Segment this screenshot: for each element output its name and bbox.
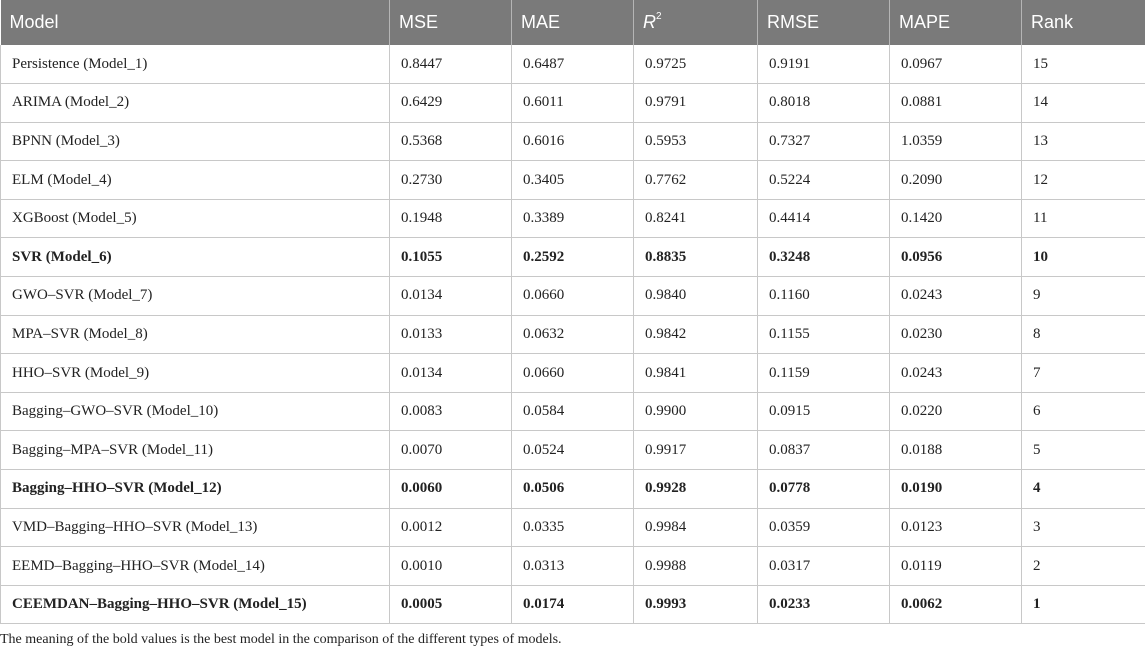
cell-model: VMD–Bagging–HHO–SVR (Model_13) xyxy=(1,508,390,547)
cell-r2: 0.9842 xyxy=(634,315,758,354)
header-mae: MAE xyxy=(512,0,634,45)
cell-r2: 0.9900 xyxy=(634,392,758,431)
cell-mape: 0.0230 xyxy=(890,315,1022,354)
table-row xyxy=(1,45,1145,84)
cell-mape: 0.2090 xyxy=(890,161,1022,200)
table-row xyxy=(1,238,1145,277)
cell-mse: 0.0070 xyxy=(390,431,512,470)
cell-rmse: 0.0359 xyxy=(758,508,890,547)
cell-rank: 15 xyxy=(1022,45,1145,84)
cell-mse: 0.0134 xyxy=(390,354,512,393)
table-row xyxy=(1,508,1145,547)
cell-mae: 0.0660 xyxy=(512,277,634,316)
cell-model: BPNN (Model_3) xyxy=(1,122,390,161)
cell-r2: 0.9841 xyxy=(634,354,758,393)
header-rmse: RMSE xyxy=(758,0,890,45)
cell-rank: 8 xyxy=(1022,315,1145,354)
cell-mse: 0.0012 xyxy=(390,508,512,547)
cell-mape: 0.0881 xyxy=(890,84,1022,123)
cell-model: Persistence (Model_1) xyxy=(1,45,390,84)
cell-rmse: 0.1160 xyxy=(758,277,890,316)
cell-mae: 0.0632 xyxy=(512,315,634,354)
cell-mse: 0.5368 xyxy=(390,122,512,161)
cell-mae: 0.3405 xyxy=(512,161,634,200)
cell-rmse: 0.0837 xyxy=(758,431,890,470)
header-mape: MAPE xyxy=(890,0,1022,45)
cell-mae: 0.3389 xyxy=(512,199,634,238)
cell-rank: 14 xyxy=(1022,84,1145,123)
cell-r2: 0.8241 xyxy=(634,199,758,238)
cell-mse: 0.0010 xyxy=(390,547,512,586)
cell-model: ELM (Model_4) xyxy=(1,161,390,200)
cell-mae: 0.0660 xyxy=(512,354,634,393)
cell-r2: 0.9988 xyxy=(634,547,758,586)
table-footnote: The meaning of the bold values is the best model in the comparison of the different types of models. xyxy=(0,632,562,647)
table-row xyxy=(1,470,1145,509)
cell-rmse: 0.8018 xyxy=(758,84,890,123)
cell-r2: 0.9984 xyxy=(634,508,758,547)
cell-mse: 0.2730 xyxy=(390,161,512,200)
cell-mape: 0.0243 xyxy=(890,277,1022,316)
cell-mae: 0.6016 xyxy=(512,122,634,161)
cell-mape: 0.0062 xyxy=(890,585,1022,624)
cell-model: EEMD–Bagging–HHO–SVR (Model_14) xyxy=(1,547,390,586)
cell-mape: 0.0243 xyxy=(890,354,1022,393)
header-rank: Rank xyxy=(1022,0,1145,45)
cell-rmse: 0.1159 xyxy=(758,354,890,393)
cell-model: ARIMA (Model_2) xyxy=(1,84,390,123)
cell-model: CEEMDAN–Bagging–HHO–SVR (Model_15) xyxy=(1,585,390,624)
cell-rmse: 0.1155 xyxy=(758,315,890,354)
cell-mse: 0.1948 xyxy=(390,199,512,238)
cell-rmse: 0.5224 xyxy=(758,161,890,200)
cell-r2: 0.9840 xyxy=(634,277,758,316)
cell-mape: 0.0119 xyxy=(890,547,1022,586)
table-row xyxy=(1,84,1145,123)
cell-model: MPA–SVR (Model_8) xyxy=(1,315,390,354)
cell-rank: 5 xyxy=(1022,431,1145,470)
cell-rank: 12 xyxy=(1022,161,1145,200)
cell-rmse: 0.4414 xyxy=(758,199,890,238)
cell-rank: 13 xyxy=(1022,122,1145,161)
table-row xyxy=(1,354,1145,393)
cell-mae: 0.6487 xyxy=(512,45,634,84)
cell-model: SVR (Model_6) xyxy=(1,238,390,277)
cell-model: Bagging–MPA–SVR (Model_11) xyxy=(1,431,390,470)
cell-rmse: 0.9191 xyxy=(758,45,890,84)
cell-mse: 0.0005 xyxy=(390,585,512,624)
cell-mape: 0.0967 xyxy=(890,45,1022,84)
cell-r2: 0.7762 xyxy=(634,161,758,200)
cell-mse: 0.6429 xyxy=(390,84,512,123)
cell-rmse: 0.0915 xyxy=(758,392,890,431)
table-row xyxy=(1,315,1145,354)
cell-rank: 3 xyxy=(1022,508,1145,547)
cell-rmse: 0.0317 xyxy=(758,547,890,586)
cell-rmse: 0.0778 xyxy=(758,470,890,509)
cell-mape: 0.0190 xyxy=(890,470,1022,509)
header-r2-base: R xyxy=(643,12,656,32)
cell-r2: 0.5953 xyxy=(634,122,758,161)
cell-model: GWO–SVR (Model_7) xyxy=(1,277,390,316)
cell-mae: 0.0313 xyxy=(512,547,634,586)
cell-model: XGBoost (Model_5) xyxy=(1,199,390,238)
table-row xyxy=(1,431,1145,470)
cell-r2: 0.9791 xyxy=(634,84,758,123)
header-r2 xyxy=(634,0,758,45)
header-row xyxy=(1,0,1145,45)
header-r2-sup: 2 xyxy=(656,11,662,22)
cell-mae: 0.0584 xyxy=(512,392,634,431)
table-row xyxy=(1,547,1145,586)
table-row xyxy=(1,122,1145,161)
cell-rmse: 0.0233 xyxy=(758,585,890,624)
cell-mae: 0.0506 xyxy=(512,470,634,509)
table-row xyxy=(1,392,1145,431)
cell-r2: 0.9993 xyxy=(634,585,758,624)
cell-mape: 1.0359 xyxy=(890,122,1022,161)
cell-r2: 0.9928 xyxy=(634,470,758,509)
table-body xyxy=(1,45,1145,624)
cell-rank: 2 xyxy=(1022,547,1145,586)
table-row xyxy=(1,277,1145,316)
cell-mae: 0.0524 xyxy=(512,431,634,470)
cell-mse: 0.0083 xyxy=(390,392,512,431)
cell-mape: 0.0188 xyxy=(890,431,1022,470)
cell-mse: 0.8447 xyxy=(390,45,512,84)
table-header xyxy=(1,0,1145,45)
cell-mse: 0.0060 xyxy=(390,470,512,509)
cell-mse: 0.1055 xyxy=(390,238,512,277)
cell-mae: 0.6011 xyxy=(512,84,634,123)
cell-mae: 0.2592 xyxy=(512,238,634,277)
cell-rmse: 0.7327 xyxy=(758,122,890,161)
cell-rank: 6 xyxy=(1022,392,1145,431)
cell-mape: 0.1420 xyxy=(890,199,1022,238)
header-mse: MSE xyxy=(390,0,512,45)
cell-rank: 7 xyxy=(1022,354,1145,393)
cell-r2: 0.9917 xyxy=(634,431,758,470)
cell-model: Bagging–GWO–SVR (Model_10) xyxy=(1,392,390,431)
table-row xyxy=(1,199,1145,238)
cell-mape: 0.0220 xyxy=(890,392,1022,431)
cell-model: HHO–SVR (Model_9) xyxy=(1,354,390,393)
cell-rank: 11 xyxy=(1022,199,1145,238)
cell-model: Bagging–HHO–SVR (Model_12) xyxy=(1,470,390,509)
table-row xyxy=(1,161,1145,200)
cell-mape: 0.0123 xyxy=(890,508,1022,547)
cell-mape: 0.0956 xyxy=(890,238,1022,277)
cell-mse: 0.0134 xyxy=(390,277,512,316)
table-row xyxy=(1,585,1145,624)
cell-rank: 9 xyxy=(1022,277,1145,316)
cell-r2: 0.9725 xyxy=(634,45,758,84)
cell-mae: 0.0174 xyxy=(512,585,634,624)
cell-rank: 1 xyxy=(1022,585,1145,624)
cell-mae: 0.0335 xyxy=(512,508,634,547)
cell-rmse: 0.3248 xyxy=(758,238,890,277)
cell-mse: 0.0133 xyxy=(390,315,512,354)
header-model: Model xyxy=(1,0,390,45)
cell-rank: 4 xyxy=(1022,470,1145,509)
cell-r2: 0.8835 xyxy=(634,238,758,277)
cell-rank: 10 xyxy=(1022,238,1145,277)
